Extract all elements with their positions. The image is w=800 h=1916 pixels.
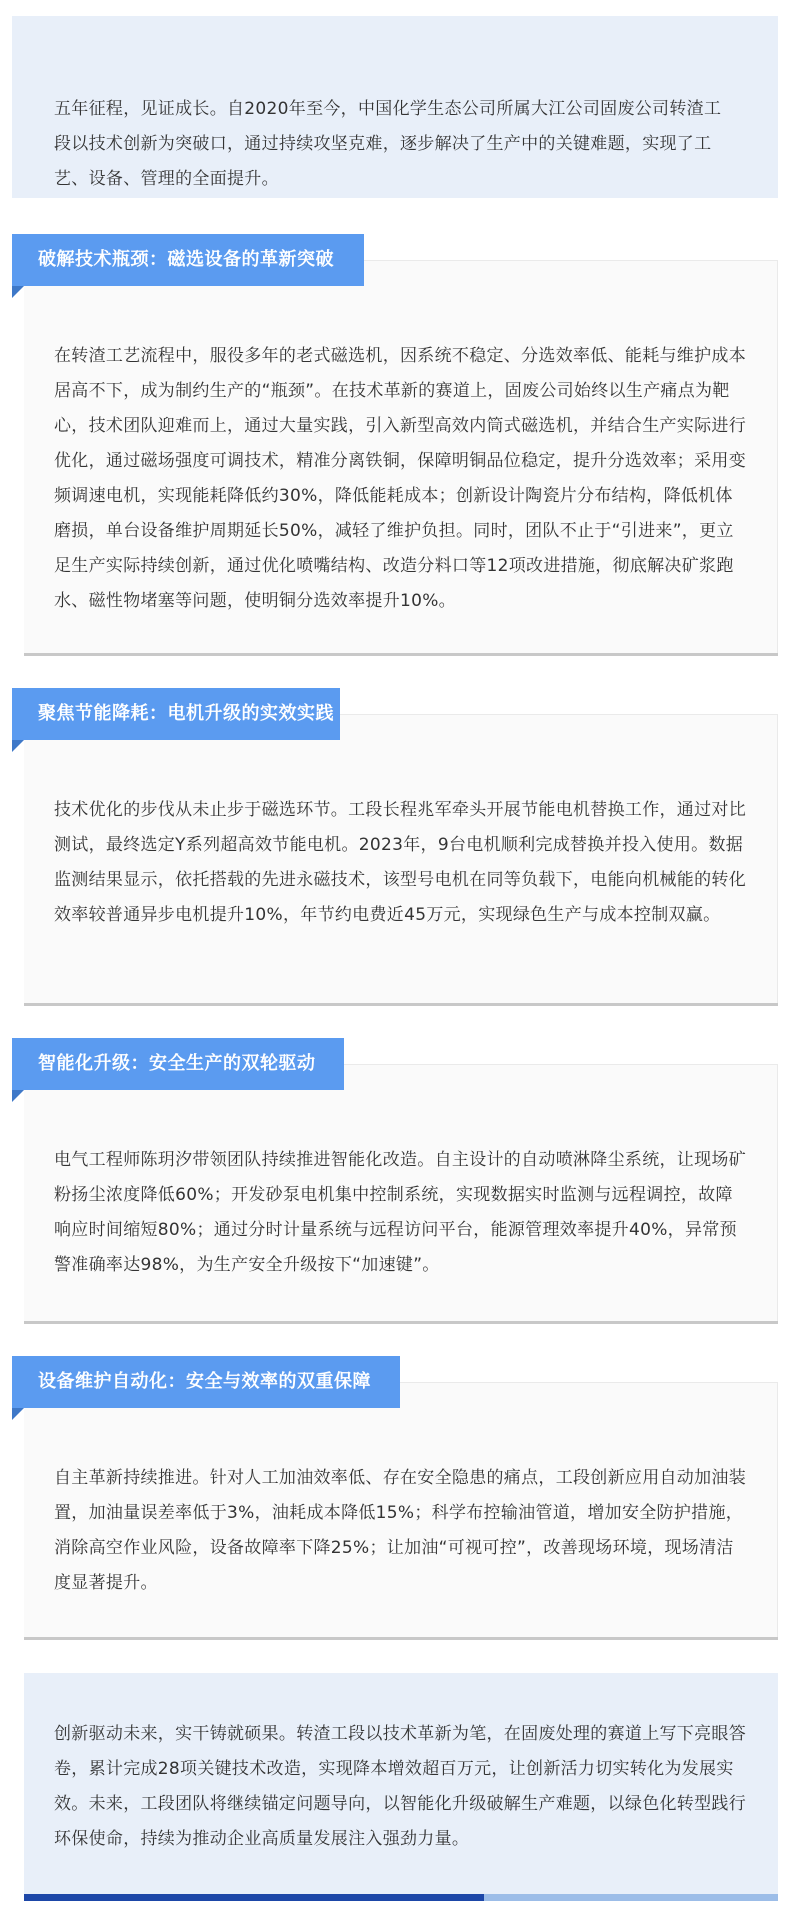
outro-panel — [24, 1673, 778, 1894]
bottom-divider-light — [484, 1894, 778, 1901]
section-body-3: 电气工程师陈玥汐带领团队持续推进智能化改造。自主设计的自动喷淋降尘系统，让现场矿粉扬尘浓度降低60%；开发砂泵电机集中控制系统，实现数据实时监测与远程调控，故障响应时间缩短80%；通过分时计量系统与远程访问平台，能源管理效率提升40%，异常预警准确率达98%，为生产安全升级按下“加速键”。 — [54, 1150, 746, 1275]
section-title-1-text: 破解技术瓶颈：磁选设备的革新突破 — [38, 249, 334, 270]
section-card-4 — [24, 1382, 778, 1637]
section-title-2-text: 聚焦节能降耗：电机升级的实效实践 — [38, 703, 334, 724]
intro-panel — [12, 16, 778, 198]
section-body-1: 在转渣工艺流程中，服役多年的老式磁选机，因系统不稳定、分选效率低、能耗与维护成本居高不下，成为制约生产的“瓶颈”。在技术革新的赛道上，固废公司始终以生产痛点为靶心，技术团队迎难而上，通过大量实践，引入新型高效内筒式磁选机，并结合生产实际进行优化，通过磁场强度可调技术，精准分离铁铜，保障明铜品位稳定，提升分选效率；采用变频调速电机，实现能耗降低约30%，降低能耗成本；创新设计陶瓷片分布结构，降低机体磨损，单台设备维护周期延长50%，减轻了维护负担。同时，团队不止于“引进来”，更立足生产实际持续创新，通过优化喷嘴结构、改造分料口等12项改进措施，彻底解决矿浆跑水、磁性物堵塞等问题，使明铜分选效率提升10%。 — [54, 346, 746, 611]
section-card-2 — [24, 714, 778, 1003]
intro-text: 五年征程，见证成长。自2020年至今，中国化学生态公司所属大江公司固废公司转渣工段以技术创新为突破口，通过持续攻坚克难，逐步解决了生产中的关键难题，实现了工艺、设备、管理的全面提升。 — [54, 99, 722, 189]
section-title-2 — [12, 688, 340, 740]
outro-text: 创新驱动未来，实干铸就硕果。转渣工段以技术革新为笔，在固废处理的赛道上写下亮眼答卷，累计完成28项关键技术改造，实现降本增效超百万元，让创新活力切实转化为发展实效。未来，工段团队将继续锚定问题导向，以智能化升级破解生产难题，以绿色化转型践行环保使命，持续为推动企业高质量发展注入强劲力量。 — [54, 1724, 746, 1849]
section-title-4 — [12, 1356, 400, 1408]
section-title-3 — [12, 1038, 344, 1090]
section-title-3-text: 智能化升级：安全生产的双轮驱动 — [38, 1053, 316, 1074]
section-title-1 — [12, 234, 364, 286]
section-title-4-text: 设备维护自动化：安全与效率的双重保障 — [38, 1371, 371, 1392]
section-body-2: 技术优化的步伐从未止步于磁选环节。工段长程兆军牵头开展节能电机替换工作，通过对比测试，最终选定Y系列超高效节能电机。2023年，9台电机顺利完成替换并投入使用。数据监测结果显示，依托搭载的先进永磁技术，该型号电机在同等负载下，电能向机械能的转化效率较普通异步电机提升10%，年节约电费近45万元，实现绿色生产与成本控制双赢。 — [54, 800, 746, 925]
section-card-3 — [24, 1064, 778, 1321]
bottom-divider-dark — [24, 1894, 484, 1901]
section-body-4: 自主革新持续推进。针对人工加油效率低、存在安全隐患的痛点，工段创新应用自动加油装置，加油量误差率低于3%，油耗成本降低15%；科学布控输油管道，增加安全防护措施，消除高空作业风险，设备故障率下降25%；让加油“可视可控”，改善现场环境，现场清洁度显著提升。 — [54, 1468, 746, 1593]
section-card-1 — [24, 260, 778, 653]
